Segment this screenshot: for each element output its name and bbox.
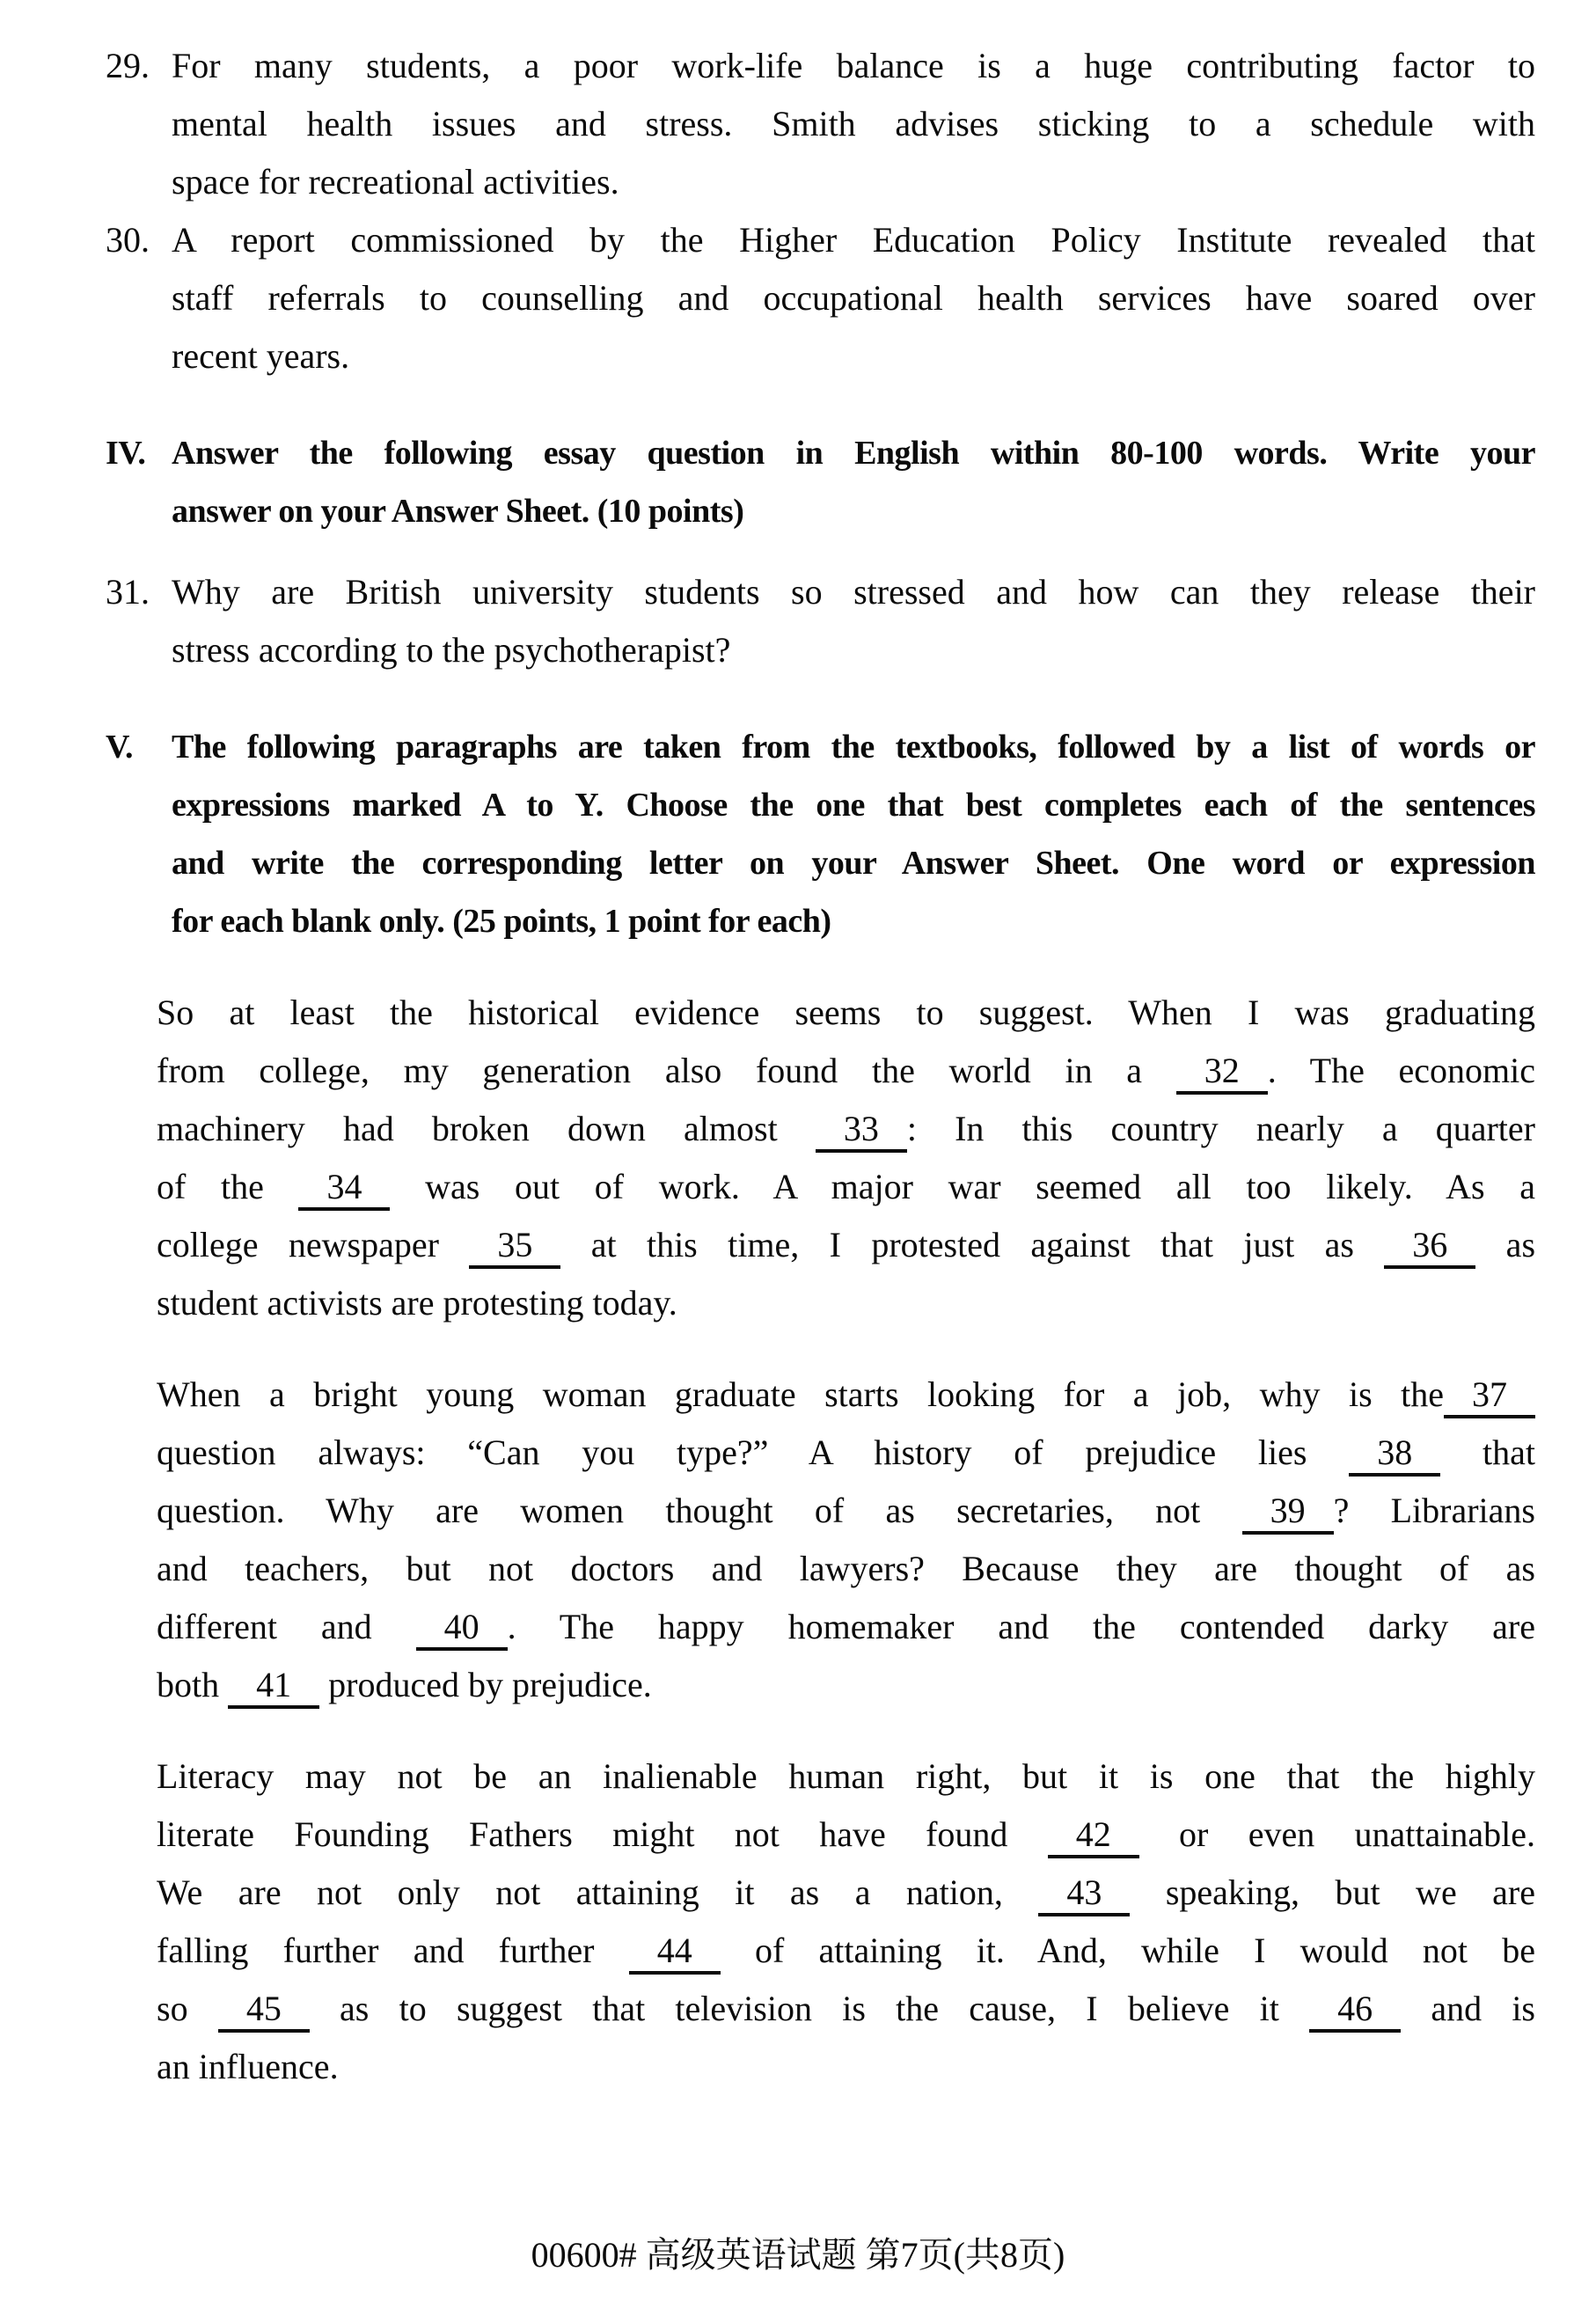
item-29-body — [172, 37, 1535, 211]
text-line: for each blank only. (25 points, 1 point for each) — [172, 903, 831, 940]
blank-42: 42 — [1048, 1816, 1139, 1858]
item-30-body — [172, 211, 1535, 385]
text-line: college newspaper 35 at this time, I protested against that just as 36 as — [157, 1216, 1535, 1274]
text-line: Why are British university students so stressed and how can they release their — [172, 572, 1535, 612]
blank-44: 44 — [629, 1932, 721, 1975]
text-line: machinery had broken down almost 33 : In this country nearly a quarter — [157, 1100, 1535, 1158]
text-line: question. Why are women thought of as secretaries, not 39 ? Librarians — [157, 1482, 1535, 1540]
blank-45: 45 — [218, 1990, 310, 2033]
text-line: A report commissioned by the Higher Education Policy Institute revealed that — [172, 220, 1535, 260]
item-30 — [106, 211, 1535, 385]
text-line: For many students, a poor work-life balance is a huge contributing factor to — [172, 46, 1535, 85]
blank-33: 33 — [816, 1110, 907, 1153]
text-line: an influence. — [157, 2047, 339, 2086]
text-line: question always: “Can you type?” A history of prejudice lies 38 that — [157, 1424, 1535, 1482]
blank-32: 32 — [1176, 1052, 1268, 1095]
section-iv-body — [172, 424, 1535, 540]
text-line: space for recreational activities. — [172, 162, 619, 202]
blank-43: 43 — [1038, 1874, 1130, 1916]
text-line: from college, my generation also found the world in a 32 . The economic — [157, 1042, 1535, 1100]
blank-40: 40 — [416, 1609, 508, 1651]
page-footer: 00600# 高级英语试题 第7页(共8页) — [531, 2235, 1065, 2275]
text-line: stress according to the psychotherapist? — [172, 630, 731, 670]
blank-36: 36 — [1384, 1227, 1475, 1269]
section-v-heading — [106, 718, 1535, 950]
text-line: student activists are protesting today. — [157, 1283, 677, 1323]
cloze-paragraph-3 — [157, 1748, 1535, 2096]
text-line: falling further and further 44 of attaining it. And, while I would not be — [157, 1922, 1535, 1980]
item-31-number: 31. — [106, 572, 150, 612]
text-line: Answer the following essay question in English within 80-100 words. Write your — [172, 435, 1535, 472]
item-29 — [106, 37, 1535, 211]
item-31 — [106, 563, 1535, 679]
blank-46: 46 — [1309, 1990, 1401, 2033]
section-v-number: V. — [106, 729, 134, 766]
text-line: and teachers, but not doctors and lawyers? Because they are thought of as — [157, 1549, 1535, 1588]
section-v-body — [172, 718, 1535, 950]
item-29-number: 29. — [106, 46, 150, 85]
section-iv-number: IV. — [106, 435, 146, 472]
text-line: staff referrals to counselling and occupational health services have soared over — [172, 278, 1535, 318]
blank-35: 35 — [469, 1227, 560, 1269]
cloze-paragraph-1 — [157, 984, 1535, 1332]
blank-37: 37 — [1444, 1376, 1535, 1418]
text-line: The following paragraphs are taken from the textbooks, followed by a list of words or — [172, 729, 1535, 766]
blank-41: 41 — [228, 1667, 319, 1709]
text-line: We are not only not attaining it as a nation, 43 speaking, but we are — [157, 1864, 1535, 1922]
blank-34: 34 — [298, 1169, 390, 1211]
text-line: so 45 as to suggest that television is the cause, I believe it 46 and is — [157, 1980, 1535, 2038]
text-line: literate Founding Fathers might not have found 42 or even unattainable. — [157, 1806, 1535, 1864]
text-line: and write the corresponding letter on your Answer Sheet. One word or expression — [172, 845, 1535, 882]
blank-38: 38 — [1349, 1434, 1440, 1477]
item-30-number: 30. — [106, 220, 150, 260]
text-line: So at least the historical evidence seems to suggest. When I was graduating — [157, 993, 1535, 1032]
text-line: of the 34 was out of work. A major war seemed all too likely. As a — [157, 1158, 1535, 1216]
cloze-paragraph-2 — [157, 1366, 1535, 1714]
text-line: mental health issues and stress. Smith advises sticking to a schedule with — [172, 104, 1535, 143]
section-iv-heading — [106, 424, 1535, 540]
text-line: Literacy may not be an inalienable human right, but it is one that the highly — [157, 1756, 1535, 1796]
text-line: both 41 produced by prejudice. — [157, 1656, 1535, 1714]
text-line: answer on your Answer Sheet. (10 points) — [172, 493, 744, 530]
text-line: recent years. — [172, 336, 350, 376]
blank-39: 39 — [1242, 1492, 1334, 1535]
text-line: When a bright young woman graduate starts looking for a job, why is the 37 — [157, 1366, 1535, 1424]
text-line: expressions marked A to Y. Choose the one that best completes each of the sentences — [172, 787, 1535, 824]
item-31-body — [172, 563, 1535, 679]
text-line: different and 40 . The happy homemaker and the contended darky are — [157, 1598, 1535, 1656]
